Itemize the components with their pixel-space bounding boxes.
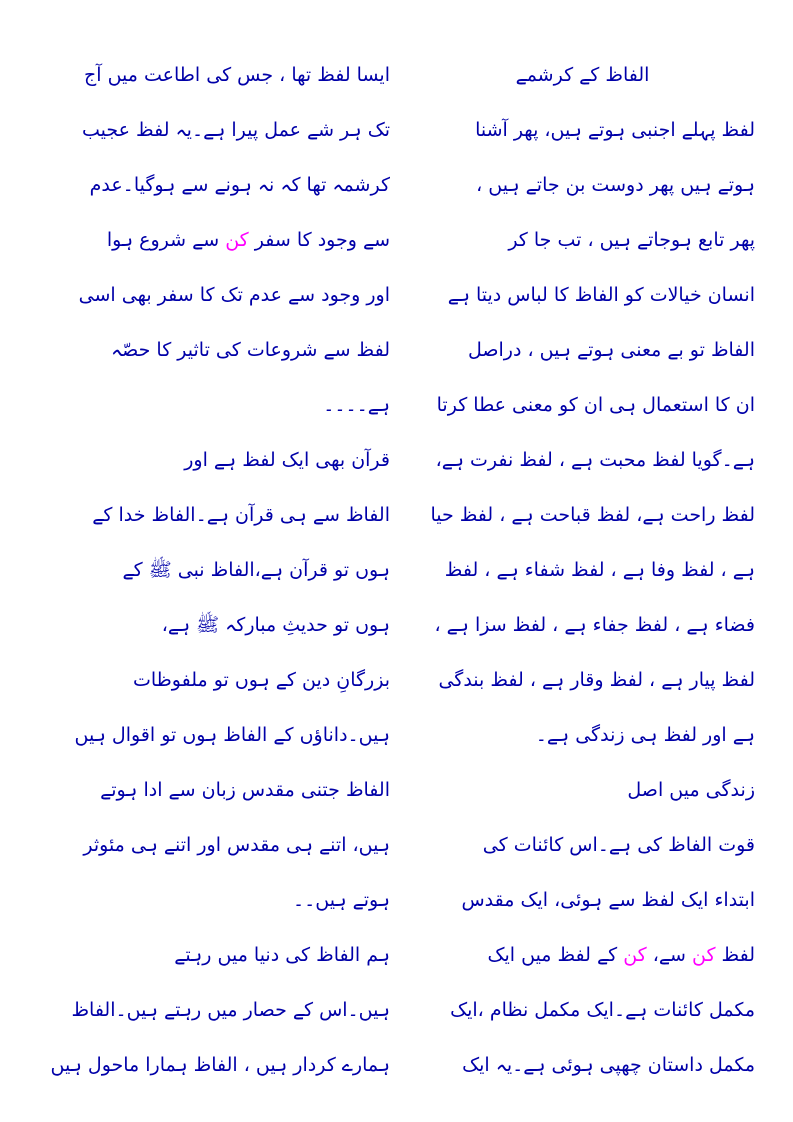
- text-line: ہے اور لفظ ہی زندگی ہے۔: [535, 724, 755, 746]
- text-line: ہوں تو حدیثِ مبارکہ ﷺ ہے،: [161, 614, 390, 636]
- text-line: ہوتے ہیں پھر دوست بن جاتے ہیں ،: [476, 174, 755, 196]
- text-line: ہوں تو قرآن ہے،الفاظ نبی ﷺ کے: [122, 559, 390, 581]
- text-line: مکمل داستان چھپی ہوئی ہے۔یہ ایک: [462, 1054, 755, 1076]
- text-line: ہم الفاظ کی دنیا میں رہتے: [174, 944, 390, 966]
- text-line: لفظ پہلے اجنبی ہوتے ہیں، پھر آشنا: [475, 119, 755, 141]
- article-title: الفاظ کے کرشمے: [515, 64, 650, 86]
- text-line: لفظ پیار ہے ، لفظ وقار ہے ، لفظ بندگی: [438, 669, 755, 691]
- text-segment: سے،: [646, 944, 692, 966]
- text-line: ہمارے کردار ہیں ، الفاظ ہمارا ماحول ہیں: [50, 1054, 390, 1076]
- text-segment: لفظ: [715, 944, 755, 966]
- highlighted-word: کن: [692, 944, 716, 966]
- text-line: لفظ راحت ہے، لفظ قباحت ہے ، لفظ حیا: [430, 504, 755, 526]
- text-line: مکمل کائنات ہے۔ایک مکمل نظام ،ایک: [450, 999, 755, 1021]
- text-line: ان کا استعمال ہی ان کو معنی عطا کرتا: [436, 394, 755, 416]
- text-line: ہیں۔اس کے حصار میں رہتے ہیں۔الفاظ: [71, 999, 390, 1021]
- highlighted-word: کن: [623, 944, 647, 966]
- left-column: [45, 52, 390, 1097]
- highlighted-word: کن: [225, 229, 249, 251]
- text-line: الفاظ سے ہی قرآن ہے۔الفاظ خدا کے: [92, 504, 390, 526]
- text-line: الفاظ تو بے معنی ہوتے ہیں ، دراصل: [467, 339, 755, 361]
- text-line: ہوتے ہیں۔۔: [292, 889, 390, 911]
- text-line: بزرگانِ دین کے ہوں تو ملفوظات: [132, 669, 390, 691]
- text-line: اور وجود سے عدم تک کا سفر بھی اسی: [78, 284, 390, 306]
- text-line: [45, 217, 390, 272]
- text-line: ابتداء ایک لفظ سے ہوئی، ایک مقدس: [461, 889, 755, 911]
- text-line: [410, 932, 755, 987]
- text-line: ہے۔گویا لفظ محبت ہے ، لفظ نفرت ہے،: [435, 449, 755, 471]
- text-line: لفظ سے شروعات کی تاثیر کا حصّہ: [111, 339, 390, 361]
- text-line: قوت الفاظ کی ہے۔اس کائنات کی: [482, 834, 755, 856]
- text-line: فضاء ہے ، لفظ جفاء ہے ، لفظ سزا ہے ،: [434, 614, 755, 636]
- text-segment: سے وجود کا سفر: [248, 229, 390, 251]
- text-line: تک ہر شے عمل پیرا ہے۔یہ لفظ عجیب: [82, 119, 390, 141]
- text-line: ہیں۔داناؤں کے الفاظ ہوں تو اقوال ہیں: [74, 724, 390, 746]
- text-line: زندگی میں اصل: [627, 779, 755, 801]
- text-line: پھر تابع ہوجاتے ہیں ، تب جا کر: [508, 229, 755, 251]
- text-line: ہے ، لفظ وفا ہے ، لفظ شفاء ہے ، لفظ: [444, 559, 755, 581]
- text-line: انسان خیالات کو الفاظ کا لباس دیتا ہے: [447, 284, 755, 306]
- text-segment: کے لفظ میں ایک: [487, 944, 624, 966]
- text-segment: سے شروع ہوا: [106, 229, 226, 251]
- right-column: [410, 52, 755, 1097]
- text-line: ایسا لفظ تھا ، جس کی اطاعت میں آج: [84, 64, 390, 86]
- text-line: کرشمہ تھا کہ نہ ہونے سے ہوگیا۔عدم: [89, 174, 390, 196]
- text-line: قرآن بھی ایک لفظ ہے اور: [184, 449, 390, 471]
- text-line: ہے۔۔۔۔: [323, 394, 390, 416]
- text-line: ہیں، اتنے ہی مقدس اور اتنے ہی مئوثر: [83, 834, 390, 856]
- text-line: الفاظ جتنی مقدس زبان سے ادا ہوتے: [100, 779, 390, 801]
